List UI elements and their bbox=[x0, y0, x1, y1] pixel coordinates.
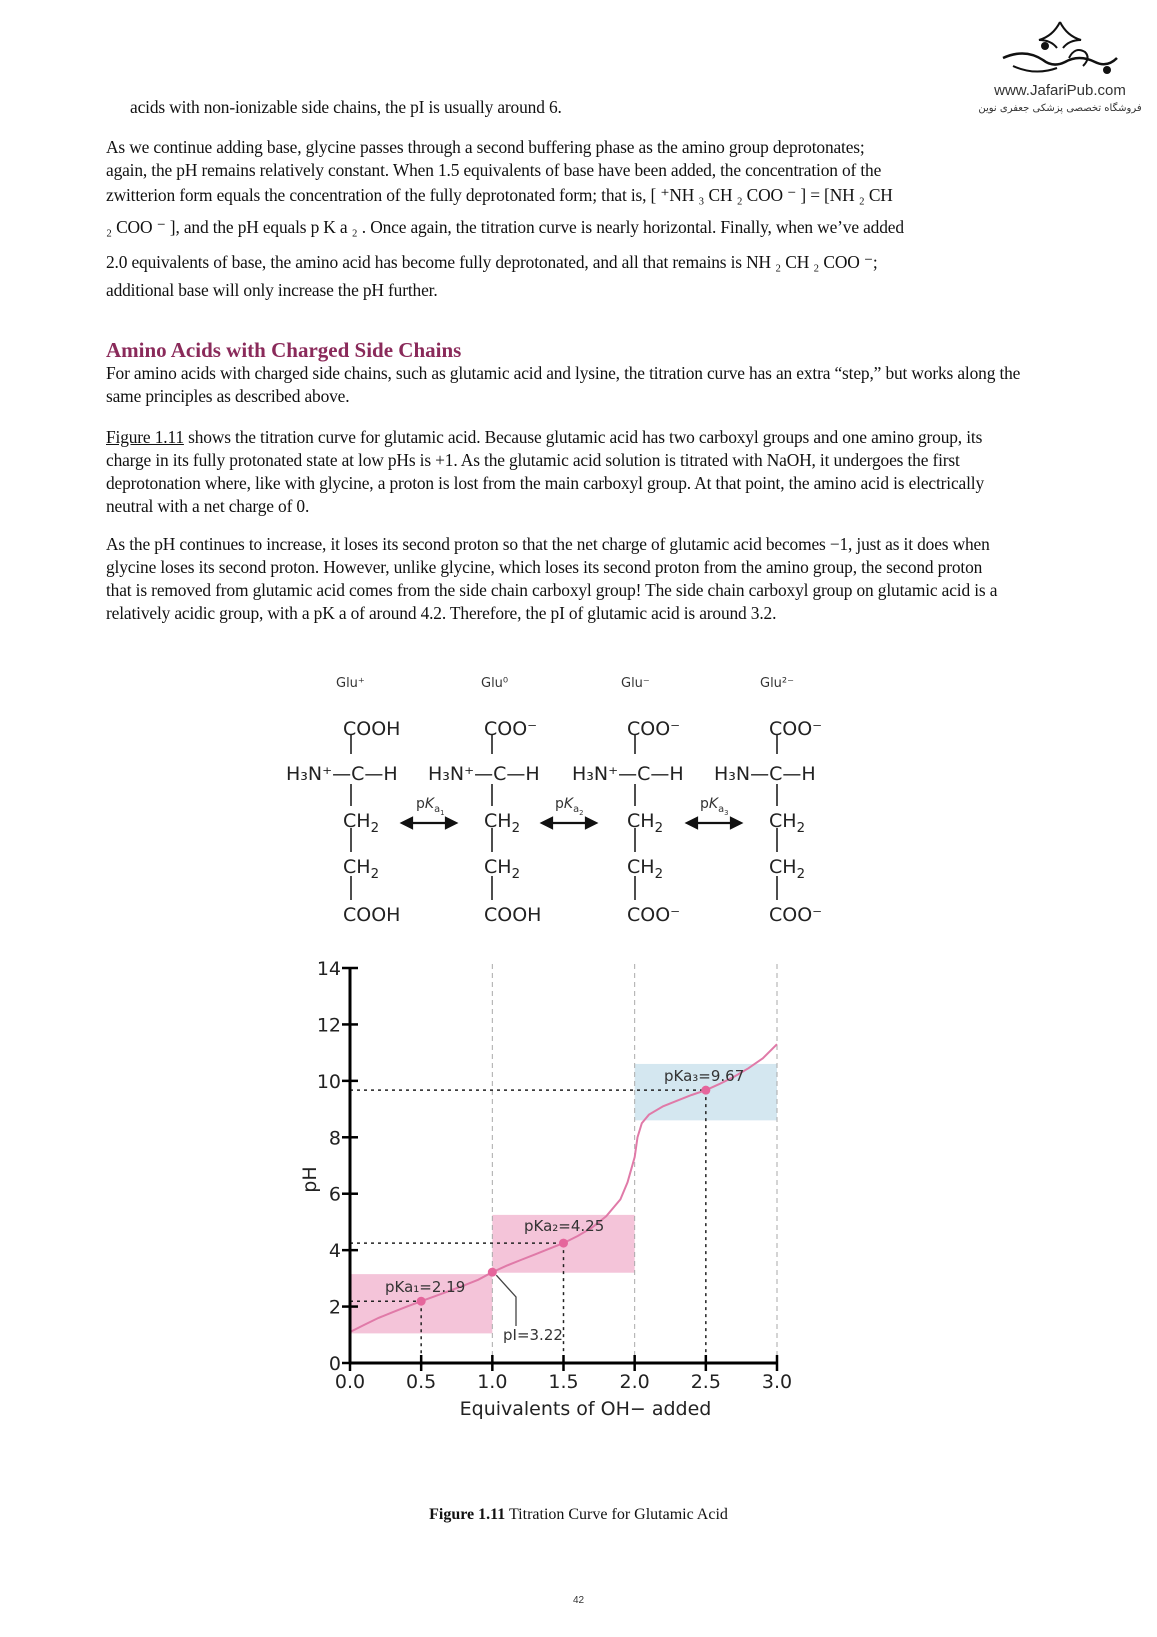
x-axis-label: Equivalents of OH− added bbox=[459, 1398, 712, 1420]
ch2-group: $CH_2$ bbox=[484, 810, 521, 836]
data-point bbox=[701, 1086, 710, 1095]
amine-label: H₃N⁺ bbox=[286, 763, 333, 785]
ch2-group: $CH_2$ bbox=[343, 810, 380, 836]
bottom-group: COOH bbox=[484, 904, 542, 926]
y-tick-label: 10 bbox=[316, 1070, 341, 1093]
bottom-group: COO⁻ bbox=[627, 904, 681, 926]
publisher-tagline: فروشگاه تخصصی پزشکی جعفری نوین bbox=[978, 103, 1142, 114]
amine-group: H₃N⁺—C—H bbox=[428, 763, 540, 785]
data-point bbox=[417, 1297, 426, 1306]
x-tick-label: 1.0 bbox=[477, 1371, 508, 1393]
y-tick-label: 6 bbox=[328, 1183, 341, 1206]
x-tick-label: 2.5 bbox=[690, 1371, 721, 1393]
ch2-group: $CH_2$ bbox=[484, 856, 521, 882]
top-group: COO⁻ bbox=[627, 718, 681, 740]
paragraph-second-proton: As the pH continues to increase, it loses its second proton so that the net charge of glutamic acid becomes −1, just as it does when glycine loses its second proton. However, unlike glycine, which loses its second proton from the amino group, the second proton that is removed from glutamic acid comes from the side chain carboxyl group! The side chain carboxyl group on glutamic acid is a relatively acidic group, with a pK a of around 4.2. Therefore, the pI of glutamic acid is around 3.2. bbox=[106, 534, 998, 623]
paragraph-glycine-line-4: ₂ COO ⁻ ], and the pH equals p K a ₂ . Once again, the titration curve is nearly horizontal. Finally, when we’ve added bbox=[106, 217, 904, 237]
top-group: COO⁻ bbox=[769, 718, 823, 740]
data-point bbox=[488, 1268, 497, 1277]
figure-1-11-link[interactable]: Figure 1.11 bbox=[106, 427, 184, 447]
pi-leader-line bbox=[496, 1275, 516, 1326]
section-heading: Amino Acids with Charged Side Chains bbox=[106, 338, 462, 362]
x-tick-label: 0.0 bbox=[334, 1371, 366, 1393]
x-tick-label: 0.5 bbox=[406, 1371, 437, 1393]
paragraph-charged-side-chains: For amino acids with charged side chains, such as glutamic acid and lysine, the titration curve has an extra “step,” but works along the same principles as described above. bbox=[106, 363, 1021, 406]
paragraph-glycine-line-5: 2.0 equivalents of base, the amino acid has become fully deprotonated, and all that remains is NH ₂ CH ₂ COO ⁻; bbox=[106, 252, 878, 272]
paragraph-continuation: acids with non-ionizable side chains, the pI is usually around 6. bbox=[130, 97, 562, 117]
y-tick-label: 12 bbox=[316, 1014, 341, 1037]
structure-label: Glu⁺ bbox=[336, 676, 365, 691]
structure-label: Glu⁰ bbox=[481, 676, 509, 691]
paragraph-glycine-line-1: As we continue adding base, glycine passes through a second buffering phase as the amino group deprotonates; bbox=[106, 137, 865, 157]
pka2-label: pKa₂=4.25 bbox=[524, 1217, 605, 1235]
y-tick-label: 2 bbox=[328, 1296, 341, 1319]
top-group: COO⁻ bbox=[484, 718, 538, 740]
amine-label: H₃N⁺ bbox=[428, 763, 475, 785]
bottom-group: COO⁻ bbox=[769, 904, 823, 926]
publisher-url[interactable]: www.JafariPub.com bbox=[994, 82, 1126, 99]
pka3-label: pKa₃=9.67 bbox=[664, 1067, 745, 1085]
ch2-group: $CH_2$ bbox=[627, 810, 664, 836]
x-tick-label: 1.5 bbox=[548, 1371, 579, 1393]
caption-label: Figure 1.11 bbox=[429, 1506, 506, 1523]
ch2-group: $CH_2$ bbox=[627, 856, 664, 882]
amine-group: H₃N—C—H bbox=[714, 763, 816, 785]
y-tick-label: 8 bbox=[328, 1127, 341, 1150]
structure-label: Glu⁻ bbox=[621, 676, 650, 691]
pi-label: pI=3.22 bbox=[503, 1326, 563, 1344]
paragraph-glycine-line-6: additional base will only increase the pH further. bbox=[106, 280, 438, 300]
ch2-group: $CH_2$ bbox=[769, 856, 806, 882]
equilibrium-label: $pK_{a_1}$ bbox=[416, 796, 445, 817]
paragraph-glycine-line-3: zwitterion form equals the concentration of the fully deprotonated form; that is, [ ⁺NH ₃ CH ₂ COO ⁻ ] = [NH ₂ CH bbox=[106, 185, 893, 205]
paragraph-figure-text: shows the titration curve for glutamic acid. Because glutamic acid has two carboxyl groups and one amino group, its charge in its fully protonated state at low pHs is +1. As the glutamic acid solution is titrated with NaOH, it undergoes the first deprotonation where, like with glycine, a proton is lost from the main carboxyl group. At that point, the amino acid is electrically neutral with a net charge of 0. bbox=[106, 427, 985, 516]
equilibrium-label: $pK_{a_3}$ bbox=[700, 796, 729, 817]
x-tick-label: 2.0 bbox=[619, 1371, 650, 1393]
bottom-group: COOH bbox=[343, 904, 401, 926]
y-tick-label: 0 bbox=[328, 1353, 341, 1375]
ch2-group: $CH_2$ bbox=[343, 856, 380, 882]
amine-label: H₃N bbox=[714, 763, 751, 785]
caption-text: Titration Curve for Glutamic Acid bbox=[505, 1506, 728, 1523]
amine-label: H₃N⁺ bbox=[572, 763, 619, 785]
top-group: COOH bbox=[343, 718, 401, 740]
pka1-label: pKa₁=2.19 bbox=[385, 1278, 466, 1296]
ch2-group: $CH_2$ bbox=[769, 810, 806, 836]
paragraph-glycine-line-2: again, the pH remains relatively constant. When 1.5 equivalents of base have been added, the concentration of the bbox=[106, 160, 882, 180]
y-tick-label: 4 bbox=[328, 1240, 341, 1263]
y-axis-label: pH bbox=[299, 1166, 321, 1193]
structure-label: Glu²⁻ bbox=[760, 676, 794, 691]
y-tick-label: 14 bbox=[316, 958, 341, 980]
x-tick-label: 3.0 bbox=[761, 1371, 793, 1393]
equilibrium-label: $pK_{a_2}$ bbox=[555, 796, 584, 817]
figure-caption bbox=[0, 1506, 1157, 1524]
amine-group: H₃N⁺—C—H bbox=[572, 763, 684, 785]
amine-group: H₃N⁺—C—H bbox=[286, 763, 398, 785]
page-number: 42 bbox=[572, 1595, 585, 1606]
data-point bbox=[559, 1239, 568, 1248]
